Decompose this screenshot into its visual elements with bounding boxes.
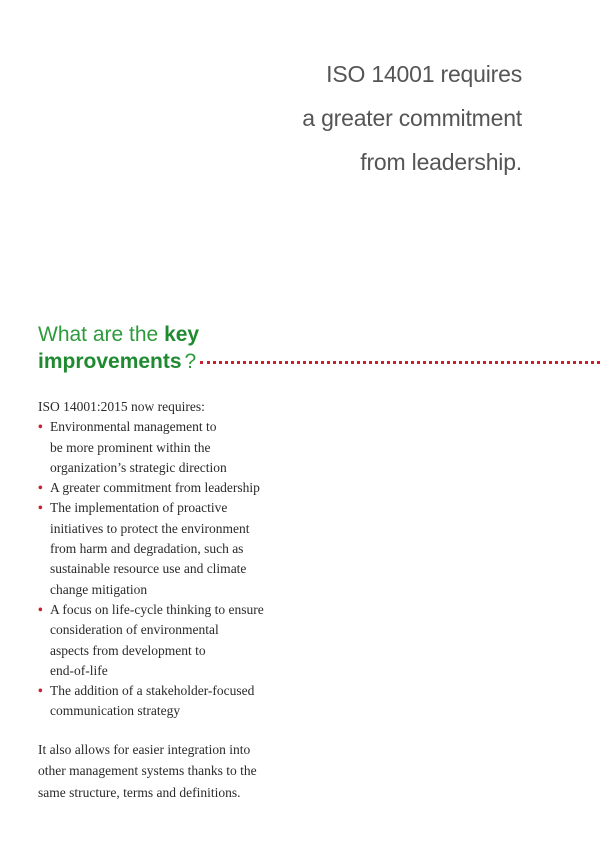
bullet-icon: • <box>38 601 43 617</box>
list-item-line: A greater commitment from leadership <box>50 480 260 496</box>
heading-text: What are the <box>38 323 165 346</box>
list-item-line: from harm and degradation, such as <box>50 541 244 557</box>
list-item-line: organization’s strategic direction <box>50 459 227 475</box>
pull-quote <box>302 52 522 184</box>
dotted-rule <box>200 361 600 364</box>
improvements-list <box>38 417 300 721</box>
list-item-line: initiatives to protect the environment <box>50 520 250 536</box>
list-item <box>38 681 300 722</box>
heading-keyword-improvements: improvements <box>38 350 182 373</box>
list-item <box>38 478 300 498</box>
quote-line-2: a greater commitment <box>302 105 522 131</box>
quote-line-1: ISO 14001 requires <box>326 61 522 87</box>
list-item-line: aspects from development to <box>50 642 206 658</box>
list-item-line: consideration of environmental <box>50 622 219 638</box>
closing-line: same structure, terms and definitions. <box>38 784 241 800</box>
closing-line: other management systems thanks to the <box>38 763 257 779</box>
list-item-line: communication strategy <box>50 703 181 719</box>
list-item-line: The implementation of proactive <box>50 500 228 516</box>
heading-keyword-key: key <box>164 323 200 346</box>
section-heading <box>38 321 600 375</box>
list-item <box>38 417 300 478</box>
bullet-icon: • <box>38 419 43 435</box>
closing-paragraph <box>38 739 300 804</box>
bullet-icon: • <box>38 500 43 516</box>
heading-question-mark: ? <box>184 350 197 373</box>
closing-line: It also allows for easier integration into <box>38 741 251 757</box>
list-item-line: be more prominent within the <box>50 439 211 455</box>
list-item-line: sustainable resource use and climate <box>50 561 247 577</box>
list-item-line: end-of-life <box>50 662 108 678</box>
list-item-line: The addition of a stakeholder-focused <box>50 683 255 699</box>
list-item-line: Environmental management to <box>50 419 217 435</box>
list-item <box>38 498 300 599</box>
bullet-icon: • <box>38 683 43 699</box>
list-item-line: A focus on life-cycle thinking to ensure <box>50 601 264 617</box>
bullet-icon: • <box>38 480 43 496</box>
list-item <box>38 600 300 681</box>
list-item-line: change mitigation <box>50 581 148 597</box>
quote-line-3: from leadership. <box>360 149 522 175</box>
body-copy <box>38 397 300 803</box>
intro-text: ISO 14001:2015 now requires: <box>38 399 205 414</box>
